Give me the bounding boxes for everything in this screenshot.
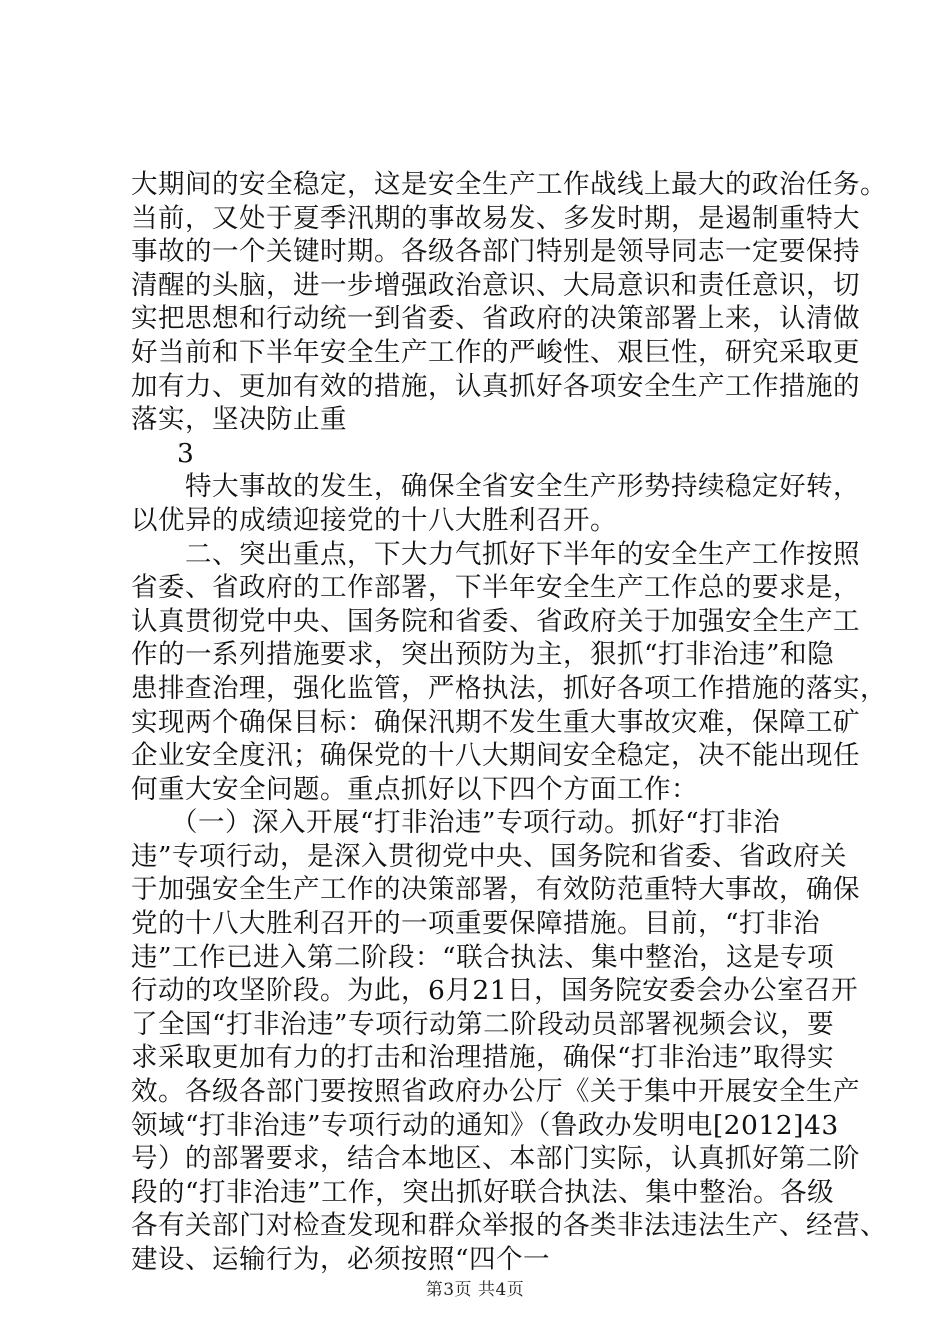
text-line: 企业安全度汛；确保党的十八大期间安全稳定，决不能出现任	[131, 740, 860, 772]
text-line: 求采取更加有力的打击和治理措施，确保“打非治违”取得实	[131, 1042, 835, 1074]
subsection-heading-line: （一）深入开展“打非治违”专项行动。抓好“打非治	[171, 807, 781, 839]
text-line: 当前，又处于夏季汛期的事故易发、多发时期，是遏制重特大	[131, 202, 860, 234]
text-line: 实把思想和行动统一到省委、省政府的决策部署上来，认清做	[131, 303, 860, 335]
text-line: 段的“打非治违”工作，突出抓好联合执法、集中整治。各级	[131, 1176, 835, 1208]
text-line: 事故的一个关键时期。各级各部门特别是领导同志一定要保持	[131, 236, 860, 268]
text-line: 清醒的头脑，进一步增强政治意识、大局意识和责任意识，切	[131, 269, 860, 301]
body-text	[131, 168, 887, 1277]
text-line: 行动的攻坚阶段。为此，6月21日，国务院安委会办公室召开	[131, 975, 859, 1007]
text-line: 特大事故的发生，确保全省安全生产形势持续稳定好转，	[185, 471, 860, 503]
section-heading-line: 二、突出重点，下大力气抓好下半年的安全生产工作按照	[185, 538, 860, 570]
text-line: 了全国“打非治违”专项行动第二阶段动员部署视频会议，要	[131, 1008, 835, 1040]
text-line: 认真贯彻党中央、国务院和省委、省政府关于加强安全生产工	[131, 605, 860, 637]
text-line: 效。各级各部门要按照省政府办公厅《关于集中开展安全生产	[131, 1076, 860, 1108]
text-line: 以优异的成绩迎接党的十八大胜利召开。	[131, 504, 617, 536]
text-line: 作的一系列措施要求，突出预防为主，狠抓“打非治违”和隐	[131, 639, 835, 671]
text-line: 于加强安全生产工作的决策部署，有效防范重特大事故，确保	[131, 874, 860, 906]
text-line: 实现两个确保目标：确保汛期不发生重大事故灾难，保障工矿	[131, 706, 860, 738]
text-line: 违”专项行动，是深入贯彻党中央、国务院和省委、省政府关	[131, 840, 848, 872]
text-line: 加有力、更加有效的措施，认真抓好各项安全生产工作措施的	[131, 370, 860, 402]
page-footer: 第3页 共4页	[425, 1280, 525, 1300]
text-line: 号）的部署要求，结合本地区、本部门实际，认真抓好第二阶	[131, 1143, 860, 1175]
text-line: 省委、省政府的工作部署，下半年安全生产工作总的要求是，	[131, 572, 860, 604]
text-line: 党的十八大胜利召开的一项重要保障措施。目前，“打非治	[131, 908, 821, 940]
text-line: 落实，坚决防止重	[131, 404, 347, 436]
text-line: 违”工作已进入第二阶段：“联合执法、集中整治，这是专项	[131, 941, 835, 973]
inline-page-number: 3	[177, 437, 195, 469]
text-line: 好当前和下半年安全生产工作的严峻性、艰巨性，研究采取更	[131, 336, 860, 368]
text-line: 各有关部门对检查发现和群众举报的各类非法违法生产、经营、	[131, 1210, 887, 1242]
text-line: 领域“打非治违”专项行动的通知》（鲁政办发明电[2012]43	[131, 1109, 839, 1141]
text-line: 大期间的安全稳定，这是安全生产工作战线上最大的政治任务。	[131, 169, 887, 200]
text-line: 患排查治理，强化监管，严格执法，抓好各项工作措施的落实，	[131, 672, 887, 704]
text-line: 建设、运输行为，必须按照“四个一	[131, 1244, 551, 1275]
text-line: 何重大安全问题。重点抓好以下四个方面工作：	[131, 773, 698, 805]
